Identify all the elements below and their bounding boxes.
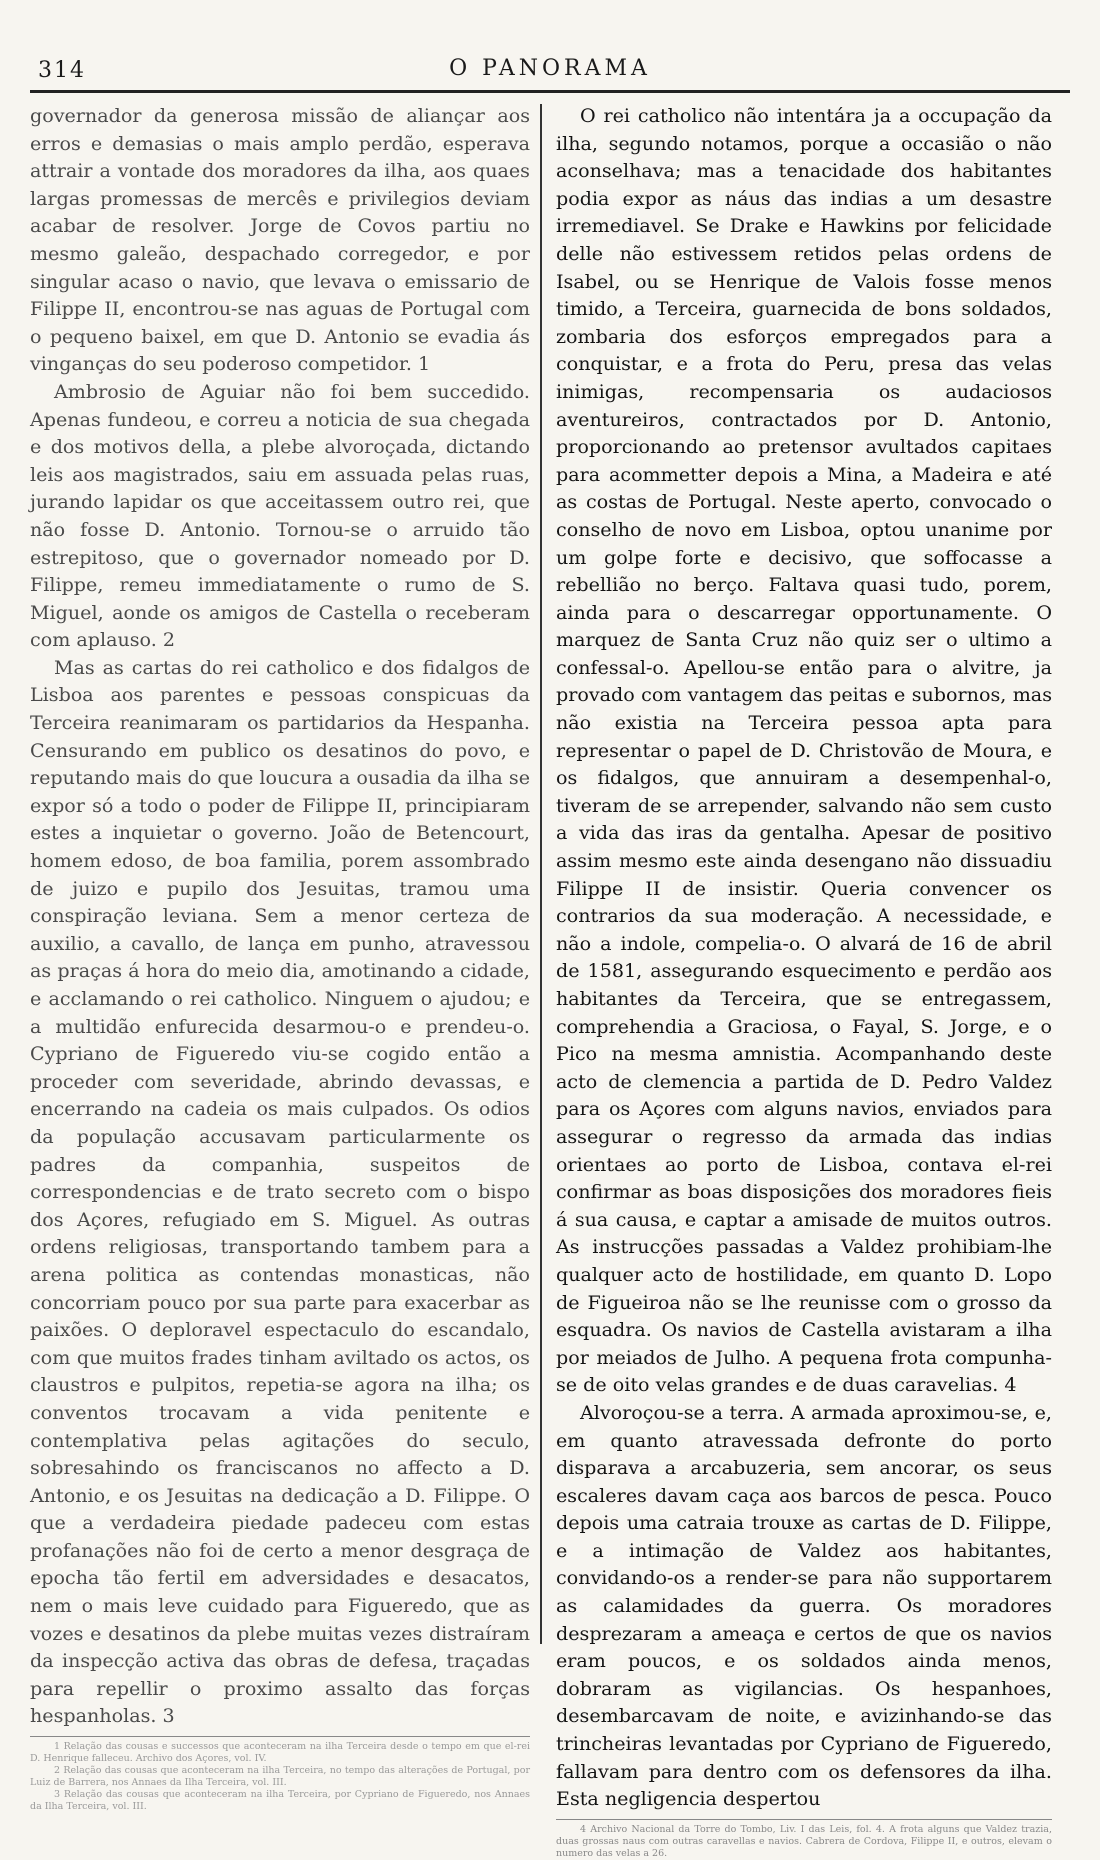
footnote-separator [30, 1736, 530, 1737]
running-title: O PANORAMA [449, 56, 651, 81]
right-paragraph-2: Alvoroçou-se a terra. A armada aproximou-se, e, em quanto atravessada defronte do porto disparava a arcabuzeria, sem ancorar, os seus escaleres davam caça aos barcos de pesca. Pouco depois uma catraia trouxe as cartas de D. Filippe, e a intimação de Valdez aos habitantes, convidando-os a render-se para não supportarem as calamidades da guerra. Os moradores desprezaram a ameaça e certos de que os navios eram poucos, e os soldados ainda menos, dobraram as vigilancias. Os hespanhoes, desembarcavam de noite, e avizinhando-se das trincheiras levantadas por Cypriano de Figueredo, fallavam para dentro com os defensores da ilha. Esta negligencia despertou [556, 1400, 1052, 1811]
text-columns [30, 102, 1070, 1859]
right-column [542, 102, 1052, 1859]
left-column [30, 102, 540, 1813]
right-paragraph-1: O rei catholico não intentára ja a occupação da ilha, segundo notamos, porque a occasião o não aconselhava; mas a tenacidade dos habitantes podia expor as náus das indias a um desastre irremediavel. Se Drake e Hawkins por felicidade delle não estivessem retidos pelas ordens de Isabel, ou se Henrique de Valois fosse menos timido, a Terceira, guarnecida de bons soldados, zombaria dos esforços empregados para a conquistar, e a frota do Peru, presa das velas inimigas, recompensaria os audaciosos aventureiros, contractados por D. Antonio, proporcionando ao pretensor avultados capitaes para acommetter depois a Mina, a Madeira e até as costas de Portugal. Neste aperto, convocado o conselho de novo em Lisboa, optou unanime por um golpe forte e decisivo, que soffocasse a rebellião no berço. Faltava quasi tudo, porem, ainda para o descarregar opportunamente. O marquez de Santa Cruz não quiz ser o ultimo a confessal-o. Apellou-se então para o alvitre, ja provado com vantagem das peitas e subornos, mas não existia na Terceira pessoa apta para representar o papel de D. Christovão de Moura, e os fidalgos, que annuiram a desempenhal-o, tiveram de se arrepender, salvando não sem custo a vida das iras da gentalha. Apesar de positivo assim mesmo este ainda desengano não dissuadiu Filippe II de insistir. Queria convencer os contrarios da sua moderação. A necessidade, e não a indole, compelia-o. O alvará de 16 de abril de 1581, assegurando esquecimento e perdão aos habitantes da Terceira, que se entregassem, comprehendia a Graciosa, o Fayal, S. Jorge, e o Pico na mesma amnistia. Acompanhando deste acto de clemencia a partida de D. Pedro Valdez para os Açores com alguns navios, enviados para assegurar o regresso da armada das indias orientaes ao porto de Lisboa, contava el-rei confirmar as boas disposições dos moradores fieis á sua causa, e captar a amisade de muitos outros. As instrucções passadas a Valdez prohibiam-lhe qualquer acto de hostilidade, em quanto D. Lopo de Figueiroa não se lhe reunisse com o grosso da esquadra. Os navios de Castella avistaram a ilha por meiados de Julho. A pequena frota compunha-se de oito velas grandes e de duas caravelias. 4 [556, 104, 1052, 1397]
footnote-1: 1 Relação das cousas e successos que aconteceram na ilha Terceira desde o tempo em que el-rei D. Henrique falleceu. Archivo dos Açores, vol. IV. [30, 1741, 530, 1765]
page-number: 314 [38, 58, 86, 83]
footnote-separator [556, 1819, 1052, 1820]
footnote-2: 2 Relação das cousas que aconteceram na ilha Terceira, no tempo das alterações de Portugal, por Luiz de Barrera, nos Annaes da Ilha Terceira, vol. III. [30, 1765, 530, 1789]
footnote-3: 3 Relação das cousas que aconteceram na ilha Terceira, por Cypriano de Figueredo, nos Annaes da Ilha Terceira, vol. III. [30, 1789, 530, 1813]
left-paragraph-2: Ambrosio de Aguiar não foi bem succedido. Apenas fundeou, e correu a noticia de sua chegada e dos motivos della, a plebe alvoroçada, dictando leis aos magistrados, saiu em assuada pelas ruas, jurando lapidar os que acceitassem outro rei, que não fosse D. Antonio. Tornou-se o arruido tão estrepitoso, que o governador nomeado por D. Filippe, remeu immediatamente o rumo de S. Miguel, aonde os amigos de Castella o receberam com aplauso. 2 [30, 379, 530, 652]
page-header [30, 50, 1070, 93]
left-paragraph-3: Mas as cartas do rei catholico e dos fidalgos de Lisboa aos parentes e pessoas conspicuas da Terceira reanimaram os partidarios da Hespanha. Censurando em publico os desatinos do povo, e reputando mais do que loucura a ousadia da ilha se expor só a todo o poder de Filippe II, principiaram estes a inquietar o governo. João de Betencourt, homem edoso, de boa familia, porem assombrado de juizo e pupilo dos Jesuitas, tramou uma conspiração leviana. Sem a menor certeza de auxilio, a cavallo, de lança em punho, atravessou as praças á hora do meio dia, amotinando a cidade, e acclamando o rei catholico. Ninguem o ajudou; e a multidão enfurecida desarmou-o e prendeu-o. Cypriano de Figueredo viu-se cogido então a proceder com severidade, abrindo devassas, e encerrando na cadeia os mais culpados. Os odios da população accusavam particularmente os padres da companhia, suspeitos de correspondencias e de trato secreto com o bispo dos Açores, refugiado em S. Miguel. As outras ordens religiosas, transportando tambem para a arena politica as contendas monasticas, não concorriam pouco por sua parte para exacerbar as paixões. O deploravel espectaculo do escandalo, com que muitos frades tinham aviltado os actos, os claustros e pulpitos, repetia-se agora na ilha; os conventos trocavam a vida penitente e contemplativa pelas agitações do seculo, sobresahindo os franciscanos no affecto a D. Antonio, e os Jesuitas na dedicação a D. Filippe. O que a verdadeira piedade padeceu com estas profanações não foi de certo a menor desgraça de epocha tão fertil em adversidades e desacatos, nem o mais leve cuidado para Figueredo, que as vozes e desatinos da plebe muitas vezes distraíram da inspecção activa das obras de defesa, traçadas para repellir o proximo assalto das forças hespanholas. 3 [30, 655, 530, 1728]
left-paragraph-1: governador da generosa missão de aliançar aos erros e demasias o mais amplo perdão, esperava attrair a vontade dos moradores da ilha, aos quaes largas promessas de mercês e privilegios deviam acabar de resolver. Jorge de Covos partiu no mesmo galeão, despachado corregedor, e por singular acaso o navio, que levava o emissario de Filippe II, encontrou-se nas aguas de Portugal com o pequeno baixel, em que D. Antonio se evadia ás vinganças do seu poderoso competidor. 1 [30, 104, 530, 376]
footnote-4: 4 Archivo Nacional da Torre do Tombo, Liv. I das Leis, fol. 4. A frota alguns que Valdez trazia, duas grossas naus com outras caravellas e navios. Cabrera de Cordova, Filippe II, e outros, elevam o numero das velas a 26. [556, 1823, 1052, 1859]
